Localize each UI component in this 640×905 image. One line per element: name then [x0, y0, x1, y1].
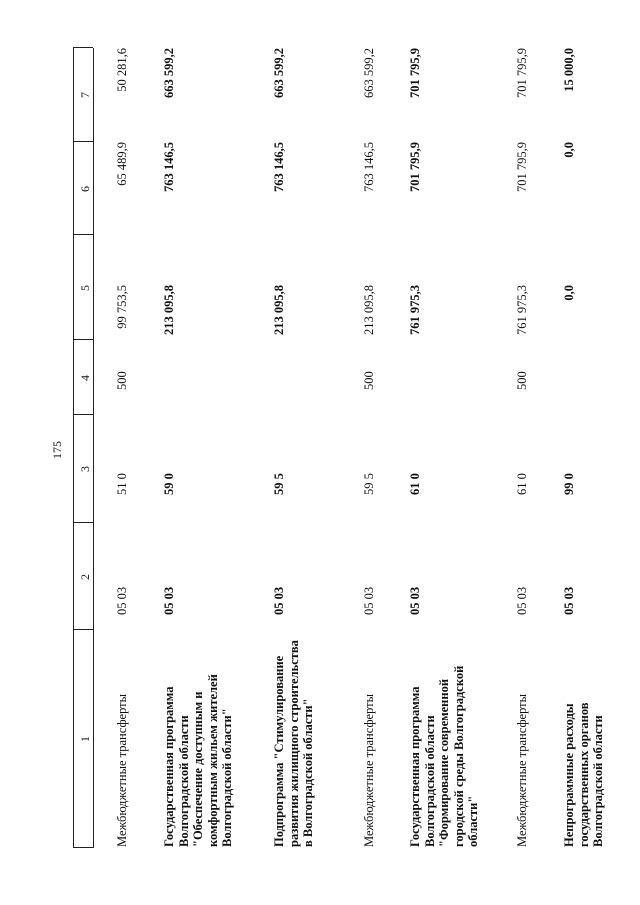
row-name: Непрограммные расходы государственных органов Волгоградской области	[562, 702, 605, 847]
column-header-3: 3	[78, 466, 92, 472]
table-header-bottom-border	[93, 48, 94, 848]
row-value-7: 50 281,6	[115, 48, 129, 92]
header-divider-3	[73, 522, 93, 523]
header-divider-1	[73, 847, 93, 848]
row-section-code: 05 03	[408, 586, 422, 615]
row-section-code: 05 03	[115, 586, 129, 615]
row-name: Государственная программа Волгоградской области "Формирование современной городской среды Волгоградской области"	[408, 665, 480, 847]
row-name: Подпрограмма "Стимулирование развития жилищного строительства в Волгоградской области"	[272, 640, 315, 847]
row-value-6: 763 146,5	[162, 142, 176, 192]
row-value-7: 701 795,9	[408, 48, 422, 98]
row-target-code: 99 0	[562, 473, 576, 495]
column-header-2: 2	[78, 574, 92, 580]
row-name: Межбюджетные трансферты	[515, 693, 529, 847]
row-value-6: 763 146,5	[272, 142, 286, 192]
header-divider-8	[73, 47, 93, 48]
row-value-7: 701 795,9	[515, 48, 529, 98]
row-target-code: 61 0	[515, 473, 529, 495]
page-number-text: 175	[50, 441, 64, 459]
column-header-7: 7	[78, 92, 92, 98]
row-value-7: 663 599,2	[162, 48, 176, 98]
row-value-6: 701 795,9	[408, 142, 422, 192]
row-type-code: 500	[362, 371, 376, 390]
column-header-1: 1	[78, 736, 92, 742]
row-section-code: 05 03	[515, 586, 529, 615]
row-value-5: 213 095,8	[272, 285, 286, 335]
column-header-5: 5	[78, 285, 92, 291]
row-value-6: 65 489,9	[115, 142, 129, 186]
row-value-6: 701 795,9	[515, 142, 529, 192]
row-name: Межбюджетные трансферты	[115, 693, 129, 847]
row-name: Межбюджетные трансферты	[362, 693, 376, 847]
column-header-6: 6	[78, 186, 92, 192]
row-type-code: 500	[515, 371, 529, 390]
row-target-code: 59 5	[362, 473, 376, 495]
row-section-code: 05 03	[272, 586, 286, 615]
row-target-code: 51 0	[115, 473, 129, 495]
row-value-6: 763 146,5	[362, 142, 376, 192]
column-header-4: 4	[78, 375, 92, 381]
row-target-code: 59 5	[272, 473, 286, 495]
row-value-7: 663 599,2	[362, 48, 376, 98]
row-section-code: 05 03	[362, 586, 376, 615]
row-section-code: 05 03	[162, 586, 176, 615]
header-divider-7	[73, 141, 93, 142]
row-value-7: 15 000,0	[562, 48, 576, 92]
header-divider-6	[73, 234, 93, 235]
row-value-7: 663 599,2	[272, 48, 286, 98]
row-value-5: 761 975,3	[515, 285, 529, 335]
row-section-code: 05 03	[562, 586, 576, 615]
row-target-code: 61 0	[408, 473, 422, 495]
row-type-code: 500	[115, 371, 129, 390]
row-value-5: 0,0	[562, 285, 576, 301]
row-target-code: 59 0	[162, 473, 176, 495]
header-divider-4	[73, 414, 93, 415]
row-value-5: 761 975,3	[408, 285, 422, 335]
header-divider-5	[73, 339, 93, 340]
header-divider-2	[73, 629, 93, 630]
row-name: Государственная программа Волгоградской области "Обеспечение доступным и комфортным жильем жителей Волгоградской области"	[162, 674, 234, 847]
row-value-5: 213 095,8	[362, 285, 376, 335]
row-value-5: 99 753,5	[115, 285, 129, 329]
row-value-5: 213 095,8	[162, 285, 176, 335]
row-value-6: 0,0	[562, 142, 576, 158]
table-top-border	[73, 48, 74, 848]
